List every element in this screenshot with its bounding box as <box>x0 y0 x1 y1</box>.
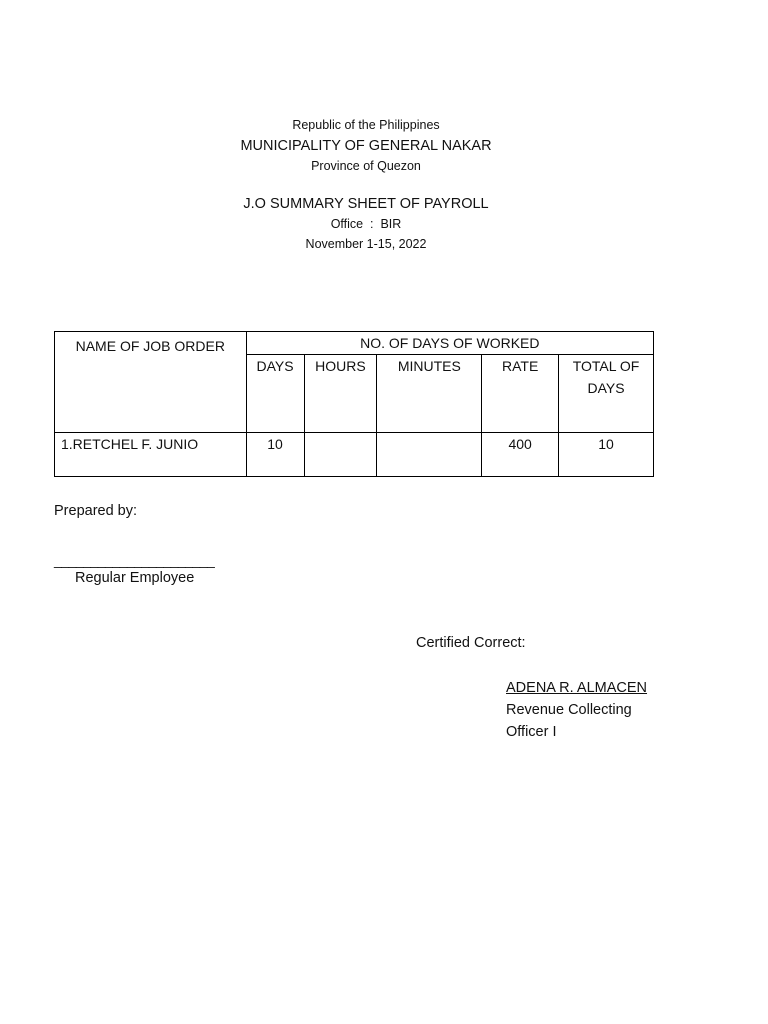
office-line: Office : BIR <box>330 217 402 231</box>
minutes-cell <box>377 433 482 477</box>
payroll-table <box>54 331 654 477</box>
prepared-role: Regular Employee <box>75 570 195 586</box>
employee-name-cell: 1.RETCHEL F. JUNIO <box>55 433 247 477</box>
table-row <box>55 433 654 477</box>
certifier-title-line2: Officer I <box>506 724 557 740</box>
days-cell: 10 <box>246 433 304 477</box>
prepared-signature-line: ______________________ <box>54 552 215 568</box>
prepared-by-label: Prepared by: <box>54 503 138 519</box>
minutes-column-header: MINUTES <box>377 355 482 433</box>
hours-column-header: HOURS <box>304 355 377 433</box>
province-line: Province of Quezon <box>311 159 421 173</box>
name-column-header: NAME OF JOB ORDER <box>55 332 247 433</box>
rate-cell: 400 <box>482 433 559 477</box>
certifier-title-line1: Revenue Collecting <box>506 702 632 718</box>
rate-column-header: RATE <box>482 355 559 433</box>
hours-cell <box>304 433 377 477</box>
days-column-header: DAYS <box>246 355 304 433</box>
total-days-column-header: TOTAL OF DAYS <box>559 355 654 433</box>
period-line: November 1-15, 2022 <box>305 237 427 251</box>
certifier-name: ADENA R. ALMACEN <box>506 680 648 696</box>
municipality-title: MUNICIPALITY OF GENERAL NAKAR <box>240 138 492 154</box>
document-title: J.O SUMMARY SHEET OF PAYROLL <box>243 196 489 212</box>
certified-correct-label: Certified Correct: <box>416 635 526 651</box>
days-worked-group-header: NO. OF DAYS OF WORKED <box>246 332 653 355</box>
total-days-cell: 10 <box>559 433 654 477</box>
republic-line: Republic of the Philippines <box>292 118 440 132</box>
